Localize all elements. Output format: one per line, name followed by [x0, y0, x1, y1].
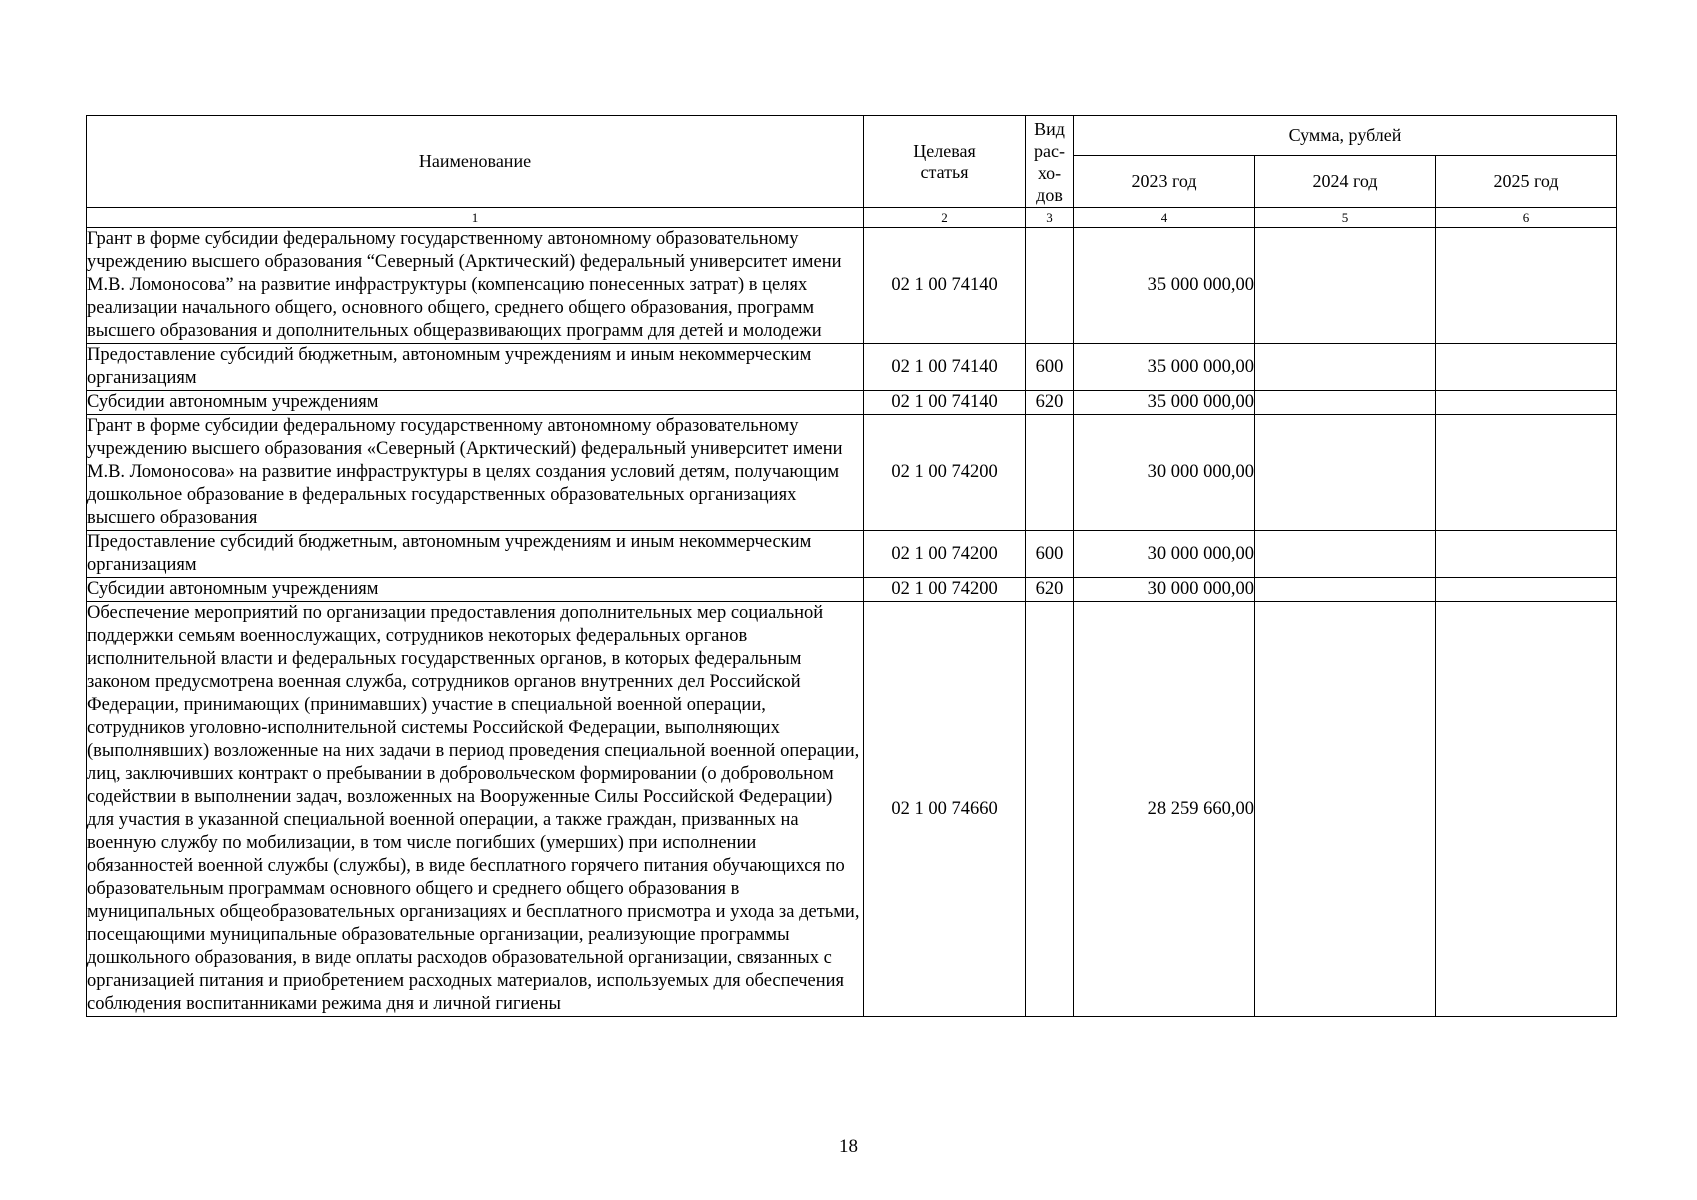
- table-row: [87, 228, 1617, 344]
- row-amount-2025: [1436, 531, 1617, 578]
- table-row: [87, 344, 1617, 391]
- row-amount-2023: 35 000 000,00: [1074, 344, 1255, 391]
- row-amount-2023: 35 000 000,00: [1074, 228, 1255, 344]
- table-row: [87, 531, 1617, 578]
- table-row: [87, 391, 1617, 415]
- row-amount-2024: [1255, 391, 1436, 415]
- row-amount-2025: [1436, 415, 1617, 531]
- row-name: Обеспечение мероприятий по организации предоставления дополнительных мер социальной поддержки семьям военнослужащих, сотрудников некоторых федеральных органов исполнительной власти и федеральных государственных органов, в которых федеральным законом предусмотрена военная служба, сотрудников органов внутренних дел Российской Федерации, принимающих (принимавших) участие в специальной военной операции, сотрудников уголовно-исполнительной системы Российской Федерации, выполняющих (выполнявших) возложенные на них задачи в период проведения специальной военной операции, лиц, заключивших контракт о пребывании в добровольческом формировании (о добровольном содействии в выполнении задач, возложенных на Вооруженные Силы Российской Федерации) для участия в указанной специальной военной операции, а также граждан, призванных на военную службу по мобилизации, в том числе погибших (умерших) при исполнении обязанностей военной службы (службы), в виде бесплатного горячего питания обучающихся по образовательным программам основного общего и среднего общего образования в муниципальных общеобразовательных организациях и бесплатного присмотра и ухода за детьми, посещающими муниципальные образовательные организации, реализующие программы дошкольного образования, в виде оплаты расходов образовательной организации, связанных с организацией питания и приобретением расходных материалов, используемых для обеспечения соблюдения воспитанниками режима дня и личной гигиены: [87, 602, 864, 1017]
- row-target-article: 02 1 00 74200: [864, 531, 1026, 578]
- row-amount-2025: [1436, 228, 1617, 344]
- row-amount-2025: [1436, 602, 1617, 1017]
- row-name: Субсидии автономным учреждениям: [87, 578, 864, 602]
- header-expense-kind: Вид рас-хо-дов: [1026, 116, 1074, 208]
- row-expense-kind: 600: [1026, 344, 1074, 391]
- column-index: 1: [87, 208, 864, 228]
- row-amount-2023: 28 259 660,00: [1074, 602, 1255, 1017]
- row-amount-2024: [1255, 578, 1436, 602]
- row-target-article: 02 1 00 74140: [864, 344, 1026, 391]
- column-index: 3: [1026, 208, 1074, 228]
- row-name: Грант в форме субсидии федеральному государственному автономному образовательному учреждению высшего образования “Северный (Арктический) федеральный университет имени М.В. Ломоносова” на развитие инфраструктуры (компенсацию понесенных затрат) в целях реализации начального общего, основного общего, среднего общего образования, программ высшего образования и дополнительных общеразвивающих программ для детей и молодежи: [87, 228, 864, 344]
- row-amount-2024: [1255, 602, 1436, 1017]
- page-number: 18: [839, 1136, 858, 1157]
- header-year-2024: 2024 год: [1255, 156, 1436, 208]
- row-target-article: 02 1 00 74200: [864, 415, 1026, 531]
- row-amount-2023: 30 000 000,00: [1074, 531, 1255, 578]
- header-target-article: Целевая статья: [864, 116, 1026, 208]
- budget-table: [86, 115, 1617, 1017]
- header-year-2023: 2023 год: [1074, 156, 1255, 208]
- row-amount-2024: [1255, 415, 1436, 531]
- row-expense-kind: [1026, 602, 1074, 1017]
- row-name: Предоставление субсидий бюджетным, автономным учреждениям и иным некоммерческим организациям: [87, 344, 864, 391]
- row-amount-2023: 30 000 000,00: [1074, 578, 1255, 602]
- row-expense-kind: 620: [1026, 391, 1074, 415]
- row-expense-kind: 600: [1026, 531, 1074, 578]
- row-amount-2023: 30 000 000,00: [1074, 415, 1255, 531]
- table-row: [87, 578, 1617, 602]
- header-sum-group: Сумма, рублей: [1074, 116, 1617, 156]
- column-index: 4: [1074, 208, 1255, 228]
- column-index: 5: [1255, 208, 1436, 228]
- row-amount-2024: [1255, 531, 1436, 578]
- column-index: 2: [864, 208, 1026, 228]
- row-name: Предоставление субсидий бюджетным, автономным учреждениям и иным некоммерческим организациям: [87, 531, 864, 578]
- header-year-2025: 2025 год: [1436, 156, 1617, 208]
- row-target-article: 02 1 00 74140: [864, 228, 1026, 344]
- row-name: Субсидии автономным учреждениям: [87, 391, 864, 415]
- table-row: [87, 415, 1617, 531]
- row-amount-2023: 35 000 000,00: [1074, 391, 1255, 415]
- row-amount-2025: [1436, 344, 1617, 391]
- row-amount-2025: [1436, 391, 1617, 415]
- row-expense-kind: [1026, 415, 1074, 531]
- table-row: [87, 602, 1617, 1017]
- row-target-article: 02 1 00 74660: [864, 602, 1026, 1017]
- row-expense-kind: 620: [1026, 578, 1074, 602]
- row-amount-2024: [1255, 228, 1436, 344]
- column-index: 6: [1436, 208, 1617, 228]
- row-amount-2024: [1255, 344, 1436, 391]
- header-name: Наименование: [87, 116, 864, 208]
- row-target-article: 02 1 00 74140: [864, 391, 1026, 415]
- column-index-row: [87, 208, 1617, 228]
- row-target-article: 02 1 00 74200: [864, 578, 1026, 602]
- header-row-top: [87, 116, 1617, 156]
- row-name: Грант в форме субсидии федеральному государственному автономному образовательному учреждению высшего образования «Северный (Арктический) федеральный университет имени М.В. Ломоносова» на развитие инфраструктуры в целях создания условий детям, получающим дошкольное образование в федеральных государственных образовательных организациях высшего образования: [87, 415, 864, 531]
- row-expense-kind: [1026, 228, 1074, 344]
- row-amount-2025: [1436, 578, 1617, 602]
